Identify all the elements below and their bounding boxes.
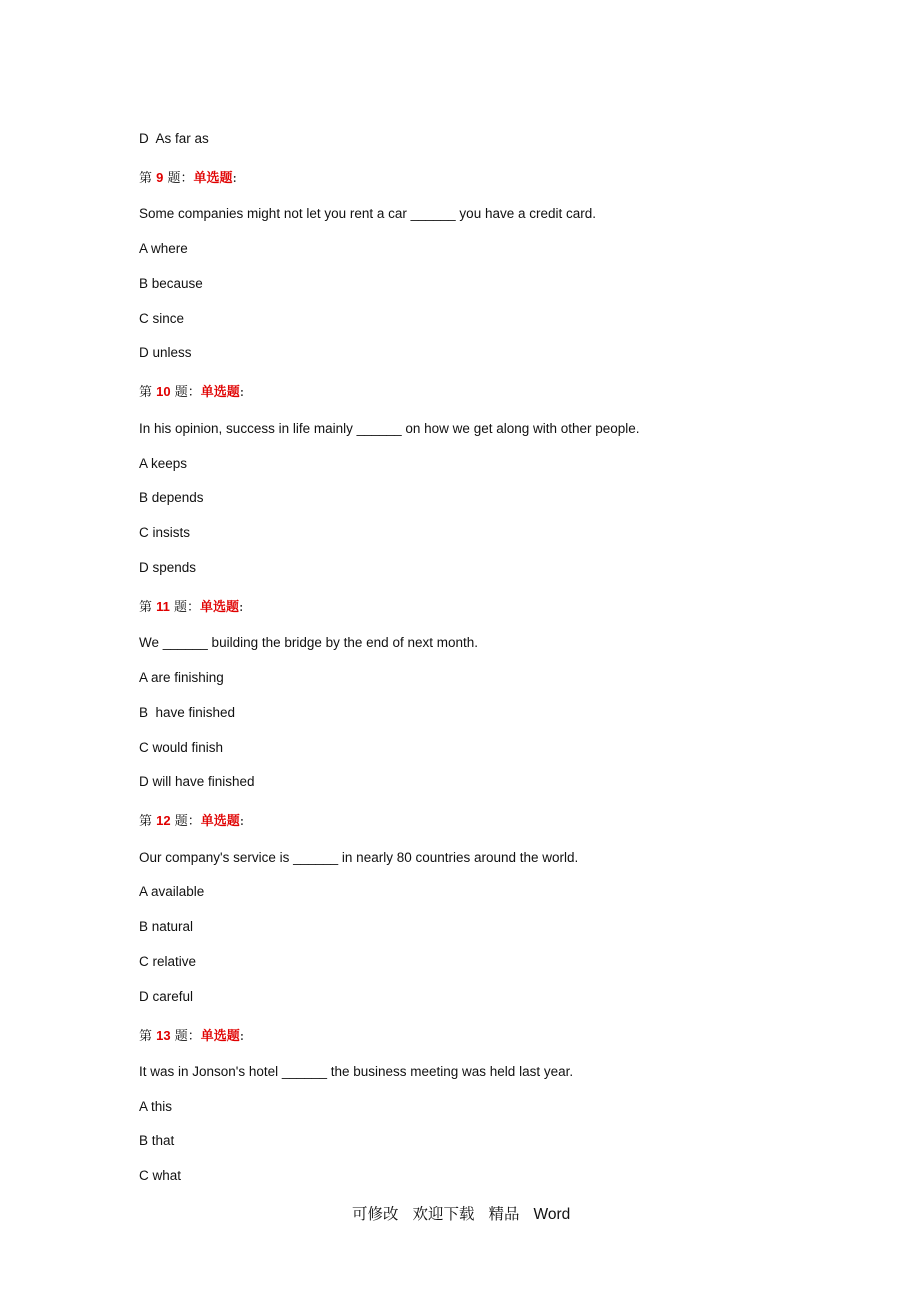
- footer-download: 欢迎下载: [412, 1205, 475, 1223]
- question-13-header: [139, 1027, 244, 1046]
- question-13-option-b: B that: [139, 1133, 175, 1148]
- question-12-stem: Our company's service is ______ in nearly 80 countries around the world.: [139, 850, 579, 865]
- question-suffix: 题：: [169, 600, 201, 615]
- footer-format: Word: [533, 1206, 571, 1223]
- question-prefix: 第: [139, 814, 157, 829]
- question-11-option-d: D will have finished: [139, 774, 255, 789]
- question-10-option-a: A keeps: [139, 456, 188, 471]
- question-number: 11: [156, 599, 170, 614]
- question-suffix: 题：: [170, 814, 201, 829]
- question-11-option-a: A are finishing: [139, 670, 224, 685]
- question-9-option-c: C since: [139, 311, 185, 326]
- question-type-colon: :: [239, 1029, 245, 1044]
- footer-quality: 精品: [488, 1205, 520, 1223]
- question-prefix: 第: [139, 171, 157, 186]
- question-10-header: [139, 383, 244, 402]
- question-11-option-b: B have finished: [139, 705, 236, 720]
- question-10-option-d: D spends: [139, 560, 197, 575]
- question-type-colon: :: [239, 600, 244, 615]
- question-suffix: 题：: [170, 385, 201, 400]
- question-12-option-d: D careful: [139, 989, 194, 1004]
- question-type: 单选题: [200, 385, 240, 400]
- question-12-option-c: C relative: [139, 954, 197, 969]
- previous-option-d: D As far as: [139, 131, 209, 146]
- question-type: 单选题: [200, 1029, 240, 1044]
- question-9-option-b: B because: [139, 276, 203, 291]
- question-9-header: [139, 169, 237, 188]
- question-number: 9: [156, 170, 164, 185]
- question-type-colon: :: [239, 385, 245, 400]
- question-10-stem: In his opinion, success in life mainly ______ on how we get along with other people.: [139, 421, 640, 436]
- question-12-option-b: B natural: [139, 919, 194, 934]
- question-11-option-c: C would finish: [139, 740, 224, 755]
- question-10-option-b: B depends: [139, 490, 204, 505]
- question-number: 10: [156, 384, 171, 399]
- question-number: 12: [156, 813, 171, 828]
- question-13-option-a: A this: [139, 1099, 173, 1114]
- question-prefix: 第: [139, 600, 157, 615]
- question-type-colon: :: [232, 171, 237, 186]
- question-suffix: 题：: [163, 171, 194, 186]
- question-13-option-c: C what: [139, 1168, 182, 1183]
- question-11-stem: We ______ building the bridge by the end of next month.: [139, 635, 478, 650]
- question-13-stem: It was in Jonson's hotel ______ the business meeting was held last year.: [139, 1064, 574, 1079]
- question-9-option-a: A where: [139, 241, 188, 256]
- question-12-option-a: A available: [139, 884, 205, 899]
- question-9-stem: Some companies might not let you rent a car ______ you have a credit card.: [139, 206, 597, 221]
- question-type-colon: :: [239, 814, 245, 829]
- question-11-header: [139, 598, 243, 617]
- footer-editable: 可修改: [352, 1205, 399, 1223]
- question-prefix: 第: [139, 385, 157, 400]
- question-suffix: 题：: [170, 1029, 201, 1044]
- question-number: 13: [156, 1028, 171, 1043]
- question-type: 单选题: [200, 600, 240, 615]
- question-12-header: [139, 812, 244, 831]
- question-10-option-c: C insists: [139, 525, 191, 540]
- question-type: 单选题: [193, 171, 233, 186]
- question-prefix: 第: [139, 1029, 157, 1044]
- question-type: 单选题: [200, 814, 240, 829]
- page-footer: [352, 1204, 570, 1225]
- question-9-option-d: D unless: [139, 345, 192, 360]
